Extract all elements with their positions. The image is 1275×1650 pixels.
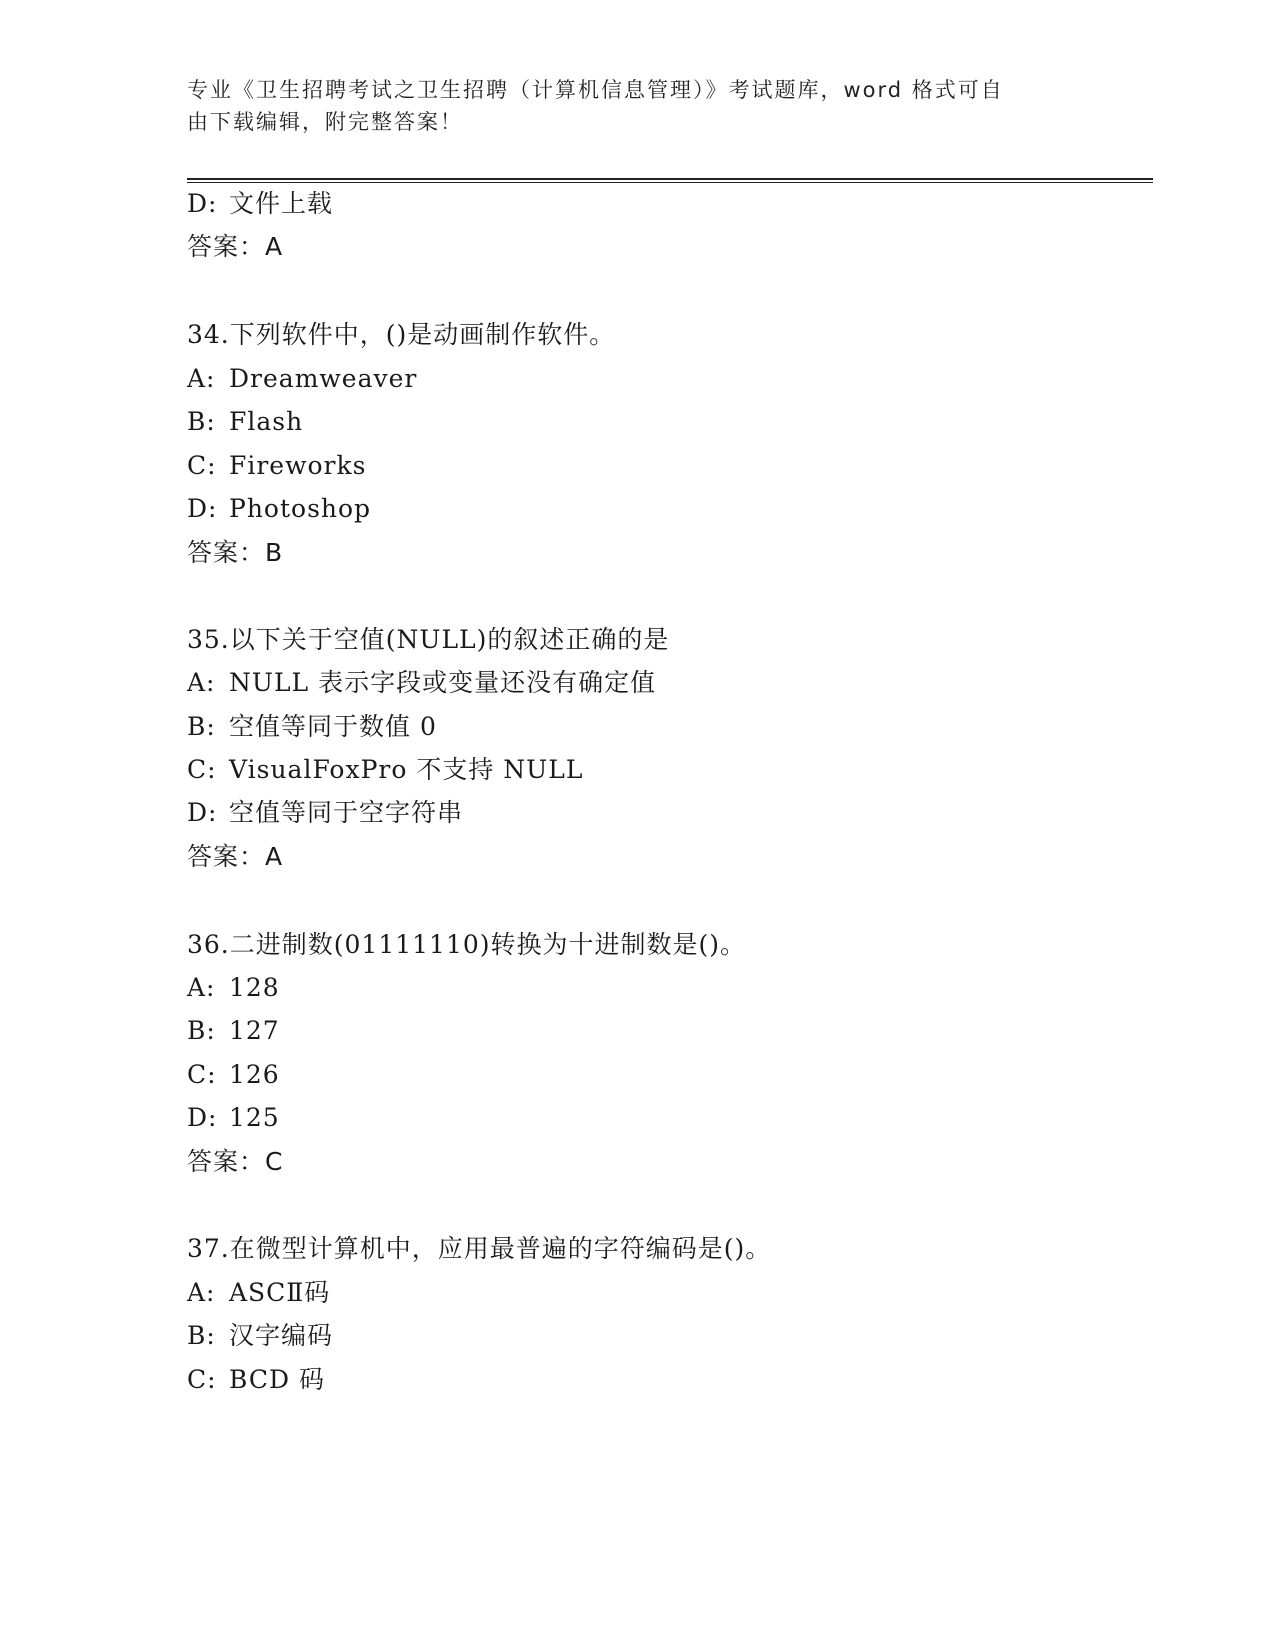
option-row [187,188,333,220]
option-label: C: [187,1060,217,1089]
header-divider-thin [187,182,1153,183]
option-label: D: [187,798,218,827]
option-text: 128 [229,973,280,1002]
question-stem: 36.二进制数(01111110)转换为十进制数是()。 [187,930,747,959]
header-line-1: 专业《卫生招聘考试之卫生招聘（计算机信息管理）》考试题库，word 格式可自 [187,78,1004,102]
option-row [187,450,366,482]
option-row [187,363,417,395]
option-row [187,1015,280,1047]
option-text: 空值等同于数值 0 [229,712,437,741]
option-row [187,1320,333,1352]
option-text: VisualFoxPro 不支持 NULL [229,755,584,784]
option-row [187,1059,280,1091]
option-label: C: [187,755,217,784]
option-label: B: [187,1321,216,1350]
option-text: 空值等同于空字符串 [229,798,464,827]
option-text: Flash [229,407,304,436]
option-row [187,1277,330,1309]
option-row [187,972,280,1004]
option-row [187,667,656,699]
option-label: D: [187,1103,218,1132]
option-row [187,493,371,525]
option-text: 汉字编码 [229,1321,334,1350]
option-text: Fireworks [229,451,367,480]
option-label: B: [187,712,216,741]
answer-line: 答案：A [187,842,284,871]
option-label: A: [187,973,216,1002]
option-text: 127 [229,1016,280,1045]
question-stem: 34.下列软件中，()是动画制作软件。 [187,320,616,349]
option-label: B: [187,1016,216,1045]
answer-line: 答案：B [187,538,284,567]
option-text: ASCⅡ码 [229,1278,331,1307]
answer-line: 答案：C [187,1147,284,1176]
option-label: B: [187,407,216,436]
option-text: 126 [229,1060,280,1089]
option-label: D: [187,189,218,218]
option-text: Dreamweaver [229,364,418,393]
header-divider [187,178,1153,180]
option-row [187,797,463,829]
option-label: A: [187,364,216,393]
option-label: C: [187,1365,217,1394]
option-label: A: [187,1278,216,1307]
option-row [187,406,303,438]
option-text: 125 [229,1103,280,1132]
option-label: D: [187,494,218,523]
option-text: NULL 表示字段或变量还没有确定值 [229,668,657,697]
option-text: 文件上载 [229,189,334,218]
option-label: C: [187,451,217,480]
answer-line: 答案：A [187,232,284,261]
option-row [187,711,437,743]
option-row [187,754,583,786]
option-label: A: [187,668,216,697]
option-row [187,1102,280,1134]
header-line-2: 由下载编辑，附完整答案！ [187,110,463,134]
option-text: Photoshop [229,494,372,523]
question-stem: 35.以下关于空值(NULL)的叙述正确的是 [187,625,670,654]
option-text: BCD 码 [229,1365,325,1394]
document-header [187,74,1067,138]
option-row [187,1364,325,1396]
question-stem: 37.在微型计算机中，应用最普遍的字符编码是()。 [187,1234,772,1263]
